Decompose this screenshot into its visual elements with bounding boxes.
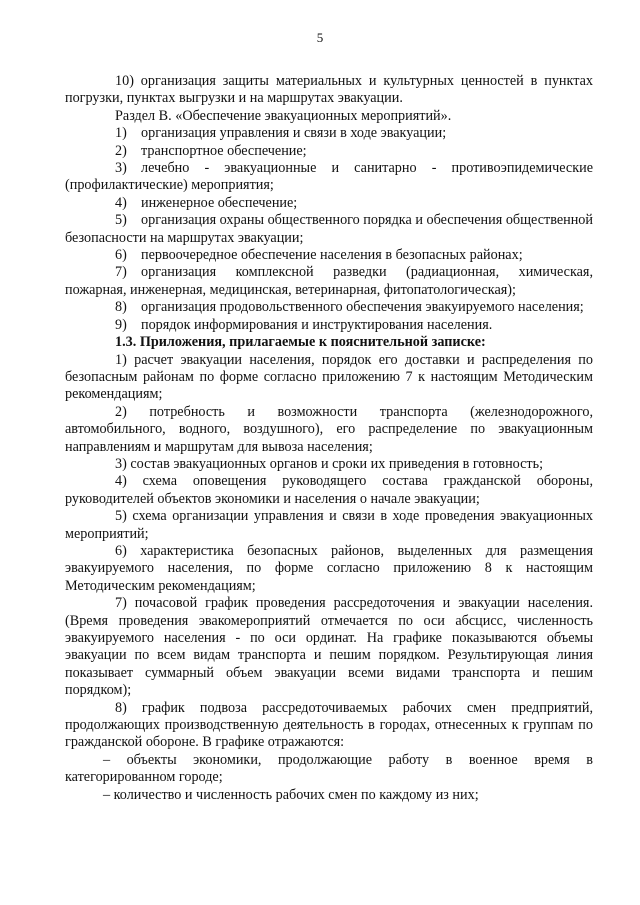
attachment-item: 4) схема оповещения руководящего состава гражданской обороны, руководителей объектов экономики и населения о начале эвакуации;	[65, 473, 593, 507]
list-item	[65, 125, 593, 142]
section-heading-1-3: 1.3. Приложения, прилагаемые к пояснительной записке:	[115, 334, 486, 351]
list-text: организация комплексной разведки (радиационная, химическая, пожарная, инженерная, медицинская, ветеринарная, фитопатологическая);	[65, 264, 593, 298]
dash-item: – объекты экономики, продолжающие работу в военное время в категорированном городе;	[65, 751, 593, 786]
dash-item: – количество и численность рабочих смен по каждому из них;	[103, 786, 479, 803]
list-number: 2)	[115, 142, 127, 159]
list-number: 8)	[115, 299, 127, 316]
section-b-title: Раздел В. «Обеспечение эвакуационных мероприятий».	[115, 107, 452, 124]
list-number: 6)	[115, 247, 127, 264]
list-item	[65, 143, 593, 160]
list-number: 4)	[115, 194, 127, 211]
attachment-item: 2) потребность и возможности транспорта (железнодорожного, автомобильного, водного, воздушного), его распределение по эвакуационным направлениям и маршрутам для вывоза населения;	[65, 403, 593, 455]
list-text: организация охраны общественного порядка и обеспечения общественной безопасности на маршрутах эвакуации;	[65, 212, 593, 246]
attachment-item: 6) характеристика безопасных районов, выделенных для размещения эвакуируемого населения, по форме согласно приложению 8 к настоящим Методическим рекомендациям;	[65, 542, 593, 594]
list-text: инженерное обеспечение;	[141, 194, 298, 211]
document-body	[65, 73, 593, 804]
list-text: организация продовольственного обеспечения эвакуируемого населения;	[141, 299, 584, 316]
attachment-item: 7) почасовой график проведения рассредоточения и эвакуации населения. (Время проведения эвакомероприятий отмечается по оси абсцисс, численность эвакуируемого населения - по оси ординат. На графике показываются объемы эвакуации по всем видам транспорта и пешим порядком. Результирующая линия показывает суммарный объем эвакуации всеми видами транспорта и пешим порядком);	[65, 595, 593, 699]
list-number: 1)	[115, 125, 127, 142]
list-text: первоочередное обеспечение населения в безопасных районах;	[141, 247, 523, 264]
attachment-item: 5) схема организации управления и связи в ходе проведения эвакуационных мероприятий;	[65, 508, 593, 542]
list-item	[65, 317, 593, 334]
attachment-item: 3) состав эвакуационных органов и сроки их приведения в готовность;	[115, 455, 544, 472]
page-number: 5	[316, 30, 324, 45]
list-number: 5)	[115, 212, 127, 229]
list-item	[65, 212, 593, 247]
list-item	[65, 299, 593, 316]
list-text: порядок информирования и инструктирования населения.	[141, 316, 493, 333]
attachment-item: 1) расчет эвакуации населения, порядок его доставки и распределения по безопасным районам по форме согласно приложению 7 к настоящим Методическим рекомендациям;	[65, 351, 593, 403]
list-item	[65, 195, 593, 212]
list-text: организация управления и связи в ходе эвакуации;	[141, 125, 447, 142]
list-item	[65, 264, 593, 299]
list-text: лечебно - эвакуационные и санитарно - противоэпидемические (профилактические) мероприятия;	[65, 160, 593, 194]
list-number: 7)	[115, 264, 127, 281]
list-number: 3)	[115, 160, 127, 177]
list-number: 9)	[115, 316, 127, 333]
paragraph-item-10: 10) организация защиты материальных и культурных ценностей в пунктах погрузки, пунктах выгрузки и на маршрутах эвакуации.	[65, 73, 593, 107]
attachment-item: 8) график подвоза рассредоточиваемых рабочих смен предприятий, продолжающих производственную деятельность в городах, отнесенных к группам по гражданской обороне. В графике отражаются:	[65, 699, 593, 751]
list-text: транспортное обеспечение;	[141, 142, 307, 159]
list-item	[65, 247, 593, 264]
list-item	[65, 160, 593, 195]
